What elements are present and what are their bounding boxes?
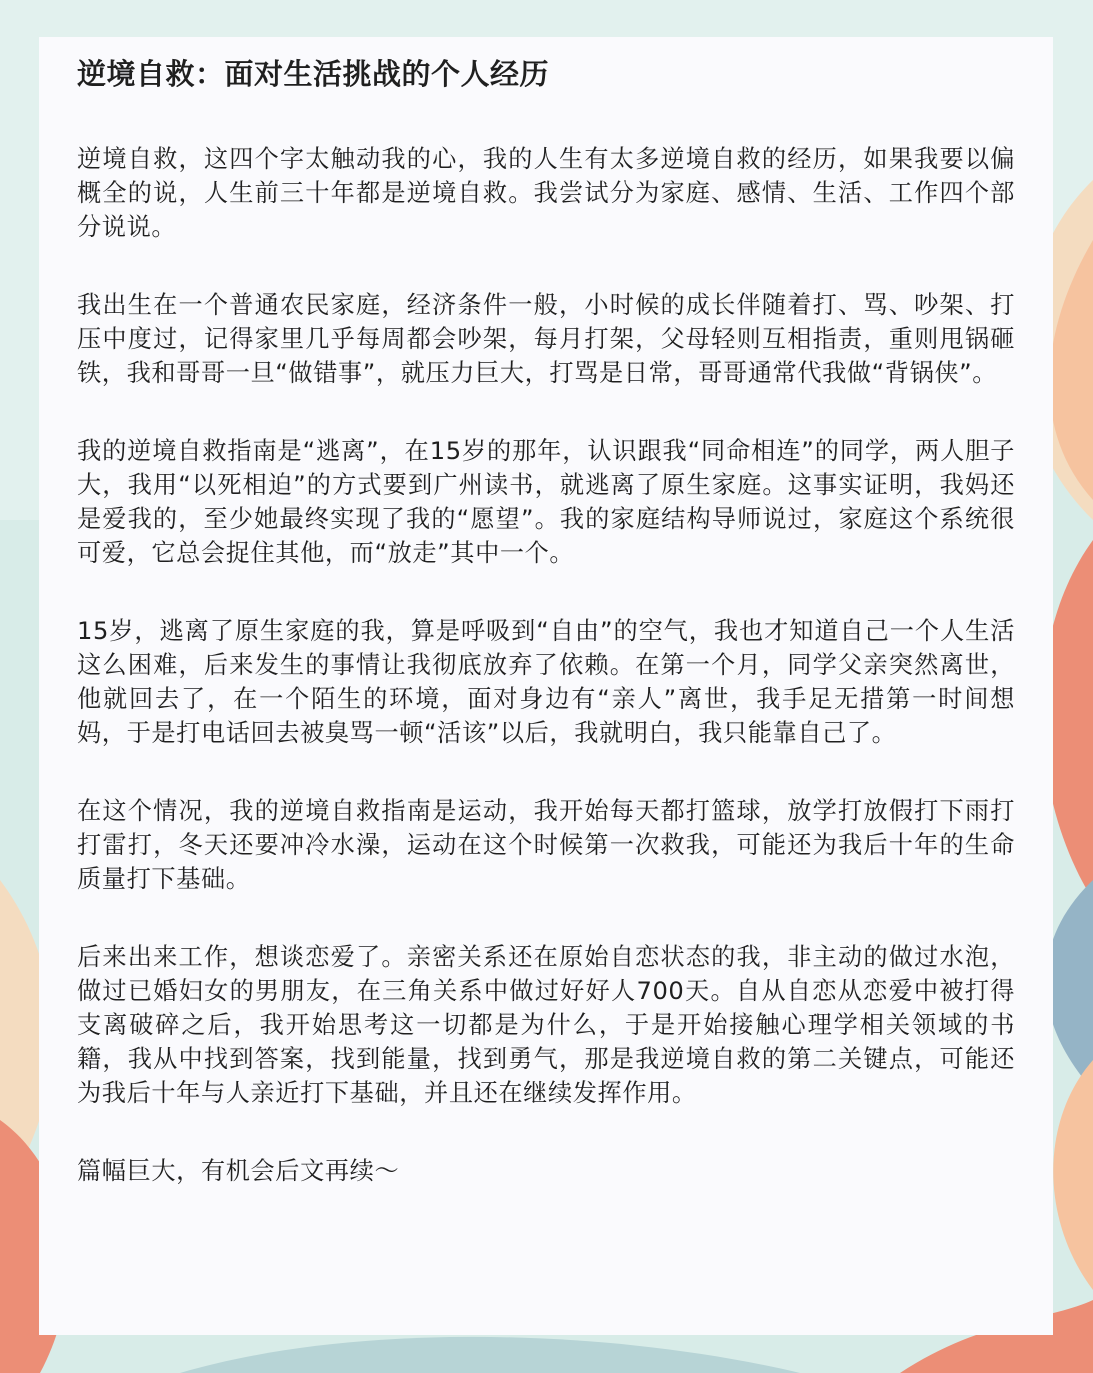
- paragraph-sports: 在这个情况，我的逆境自救指南是运动，我开始每天都打篮球，放学打放假打下雨打打雷打，冬天还要冲冷水澡，运动在这个时候第一次救我，可能还为我后十年的生命质量打下基础。: [77, 797, 1015, 893]
- paragraph-relationships: 后来出来工作，想谈恋爱了。亲密关系还在原始自恋状态的我，非主动的做过水泡，做过已婚妇女的男朋友，在三角关系中做过好好人700天。自从自恋从恋爱中被打得支离破碎之后，我开始思考这一切都是为什么，于是开始接触心理学相关领域的书籍，我从中找到答案，找到能量，找到勇气，那是我逆境自救的第二关键点，可能还为我后十年与人亲近打下基础，并且还在继续发挥作用。: [77, 943, 1015, 1107]
- paragraph-escape: 我的逆境自救指南是“逃离”，在15岁的那年，认识跟我“同命相连”的同学，两人胆子大，我用“以死相迫”的方式要到广州读书，就逃离了原生家庭。这事实证明，我妈还是爱我的，至少她最终实现了我的“愿望”。我的家庭结构导师说过，家庭这个系统很可爱，它总会捉住其他，而“放走”其中一个。: [77, 437, 1015, 567]
- paragraph-family: 我出生在一个普通农民家庭，经济条件一般，小时候的成长伴随着打、骂、吵架、打压中度过，记得家里几乎每周都会吵架，每月打架，父母轻则互相指责，重则甩锅砸铁，我和哥哥一旦“做错事”，就压力巨大，打骂是日常，哥哥通常代我做“背锅侠”。: [77, 291, 1015, 387]
- paragraph-intro: 逆境自救，这四个字太触动我的心，我的人生有太多逆境自救的经历，如果我要以偏概全的说，人生前三十年都是逆境自救。我尝试分为家庭、感情、生活、工作四个部分说说。: [77, 145, 1015, 241]
- paragraph-independence: 15岁，逃离了原生家庭的我，算是呼吸到“自由”的空气，我也才知道自己一个人生活这么困难，后来发生的事情让我彻底放弃了依赖。在第一个月，同学父亲突然离世，他就回去了，在一个陌生的环境，面对身边有“亲人”离世，我手足无措第一时间想妈，于是打电话回去被臭骂一顿“活该”以后，我就明白，我只能靠自己了。: [77, 617, 1015, 747]
- article-card: [39, 37, 1053, 1335]
- article-title: 逆境自救：面对生活挑战的个人经历: [77, 57, 550, 91]
- paragraph-closing: 篇幅巨大，有机会后文再续～: [77, 1157, 400, 1185]
